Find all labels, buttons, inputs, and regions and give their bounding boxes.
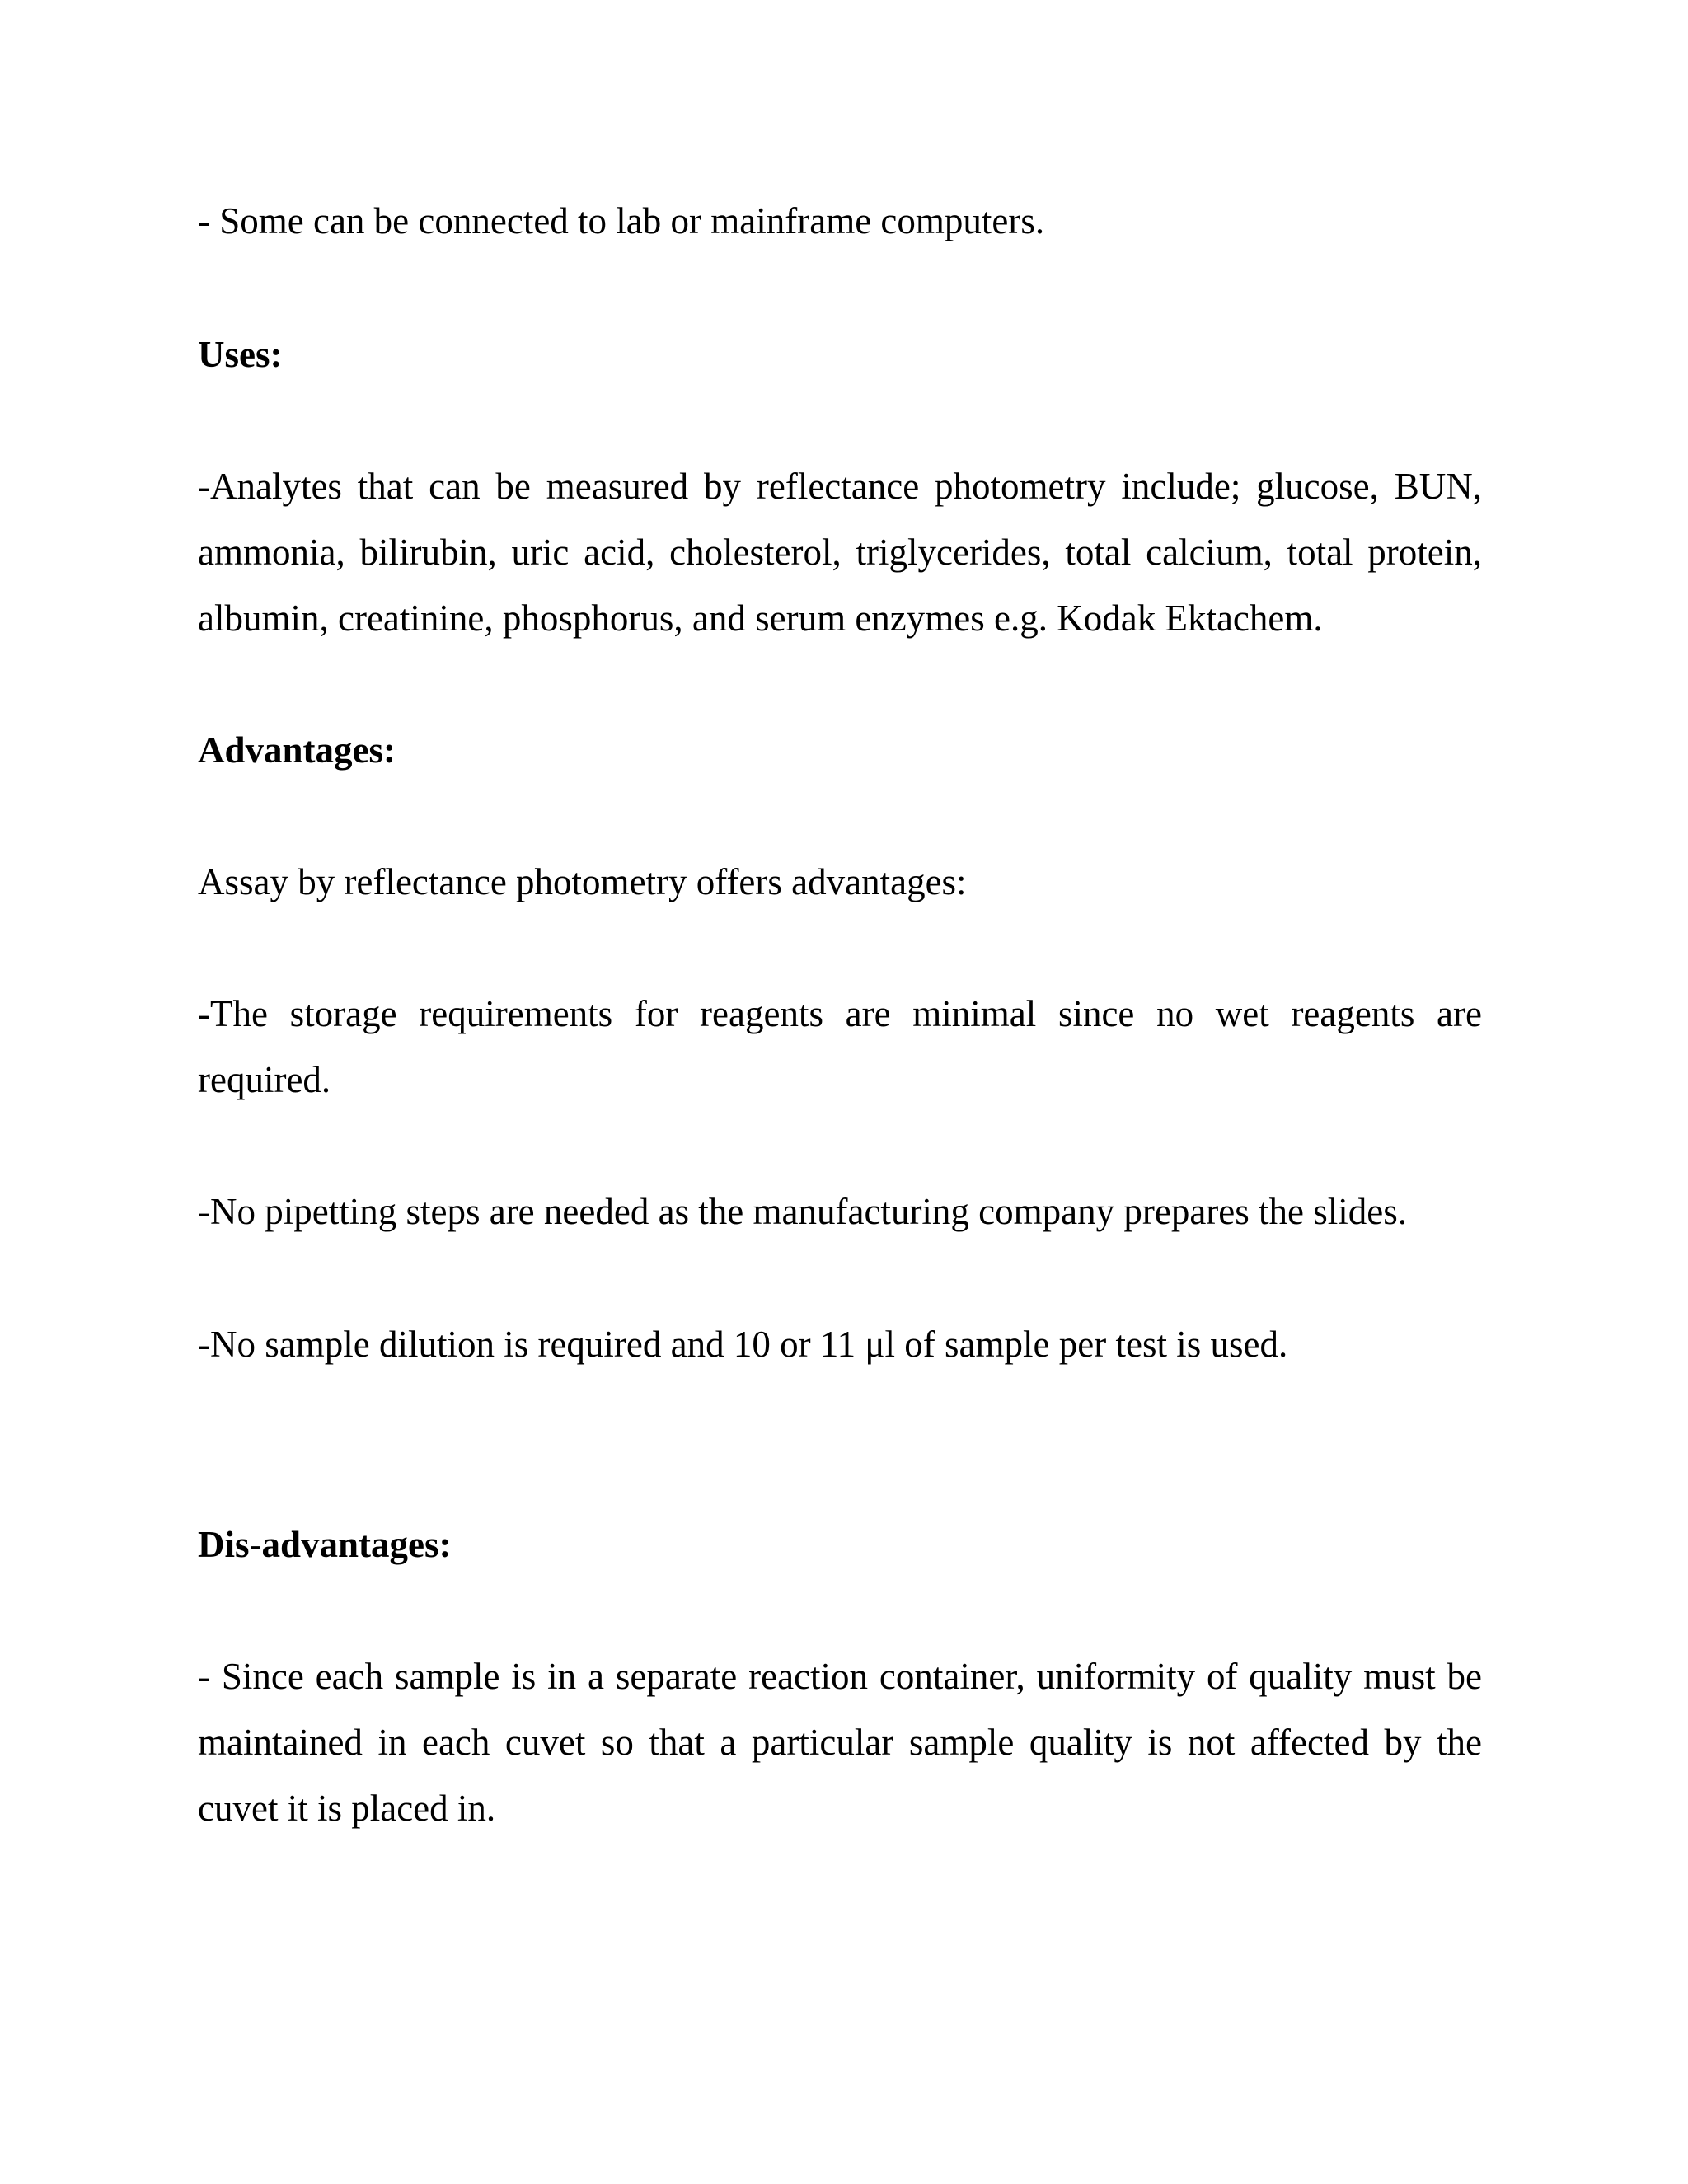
paragraph-uniformity: - Since each sample is in a separate reaction container, uniformity of quality must be maintained in each cuvet so that a particular sample quality is not affected by the cuvet it is placed in. <box>198 1656 1482 1829</box>
paragraph-analytes: -Analytes that can be measured by reflectance photometry include; glucose, BUN, ammonia, bilirubin, uric acid, cholesterol, triglycerides, total calcium, total protein, albumin, creatinine, phosphorus, and serum enzymes e.g. Kodak Ektachem. <box>198 466 1482 639</box>
heading-uses: Uses: <box>198 334 283 375</box>
heading-disadvantages: Dis-advantages: <box>198 1524 452 1565</box>
paragraph-dilution: -No sample dilution is required and 10 or 11 μl of sample per test is used. <box>198 1324 1288 1365</box>
paragraph-assay-intro: Assay by reflectance photometry offers advantages: <box>198 861 967 902</box>
paragraph-storage: -The storage requirements for reagents are minimal since no wet reagents are required. <box>198 993 1482 1100</box>
heading-advantages: Advantages: <box>198 729 396 771</box>
paragraph-pipetting: -No pipetting steps are needed as the manufacturing company prepares the slides. <box>198 1191 1408 1232</box>
paragraph-connected: - Some can be connected to lab or mainframe computers. <box>198 200 1045 241</box>
